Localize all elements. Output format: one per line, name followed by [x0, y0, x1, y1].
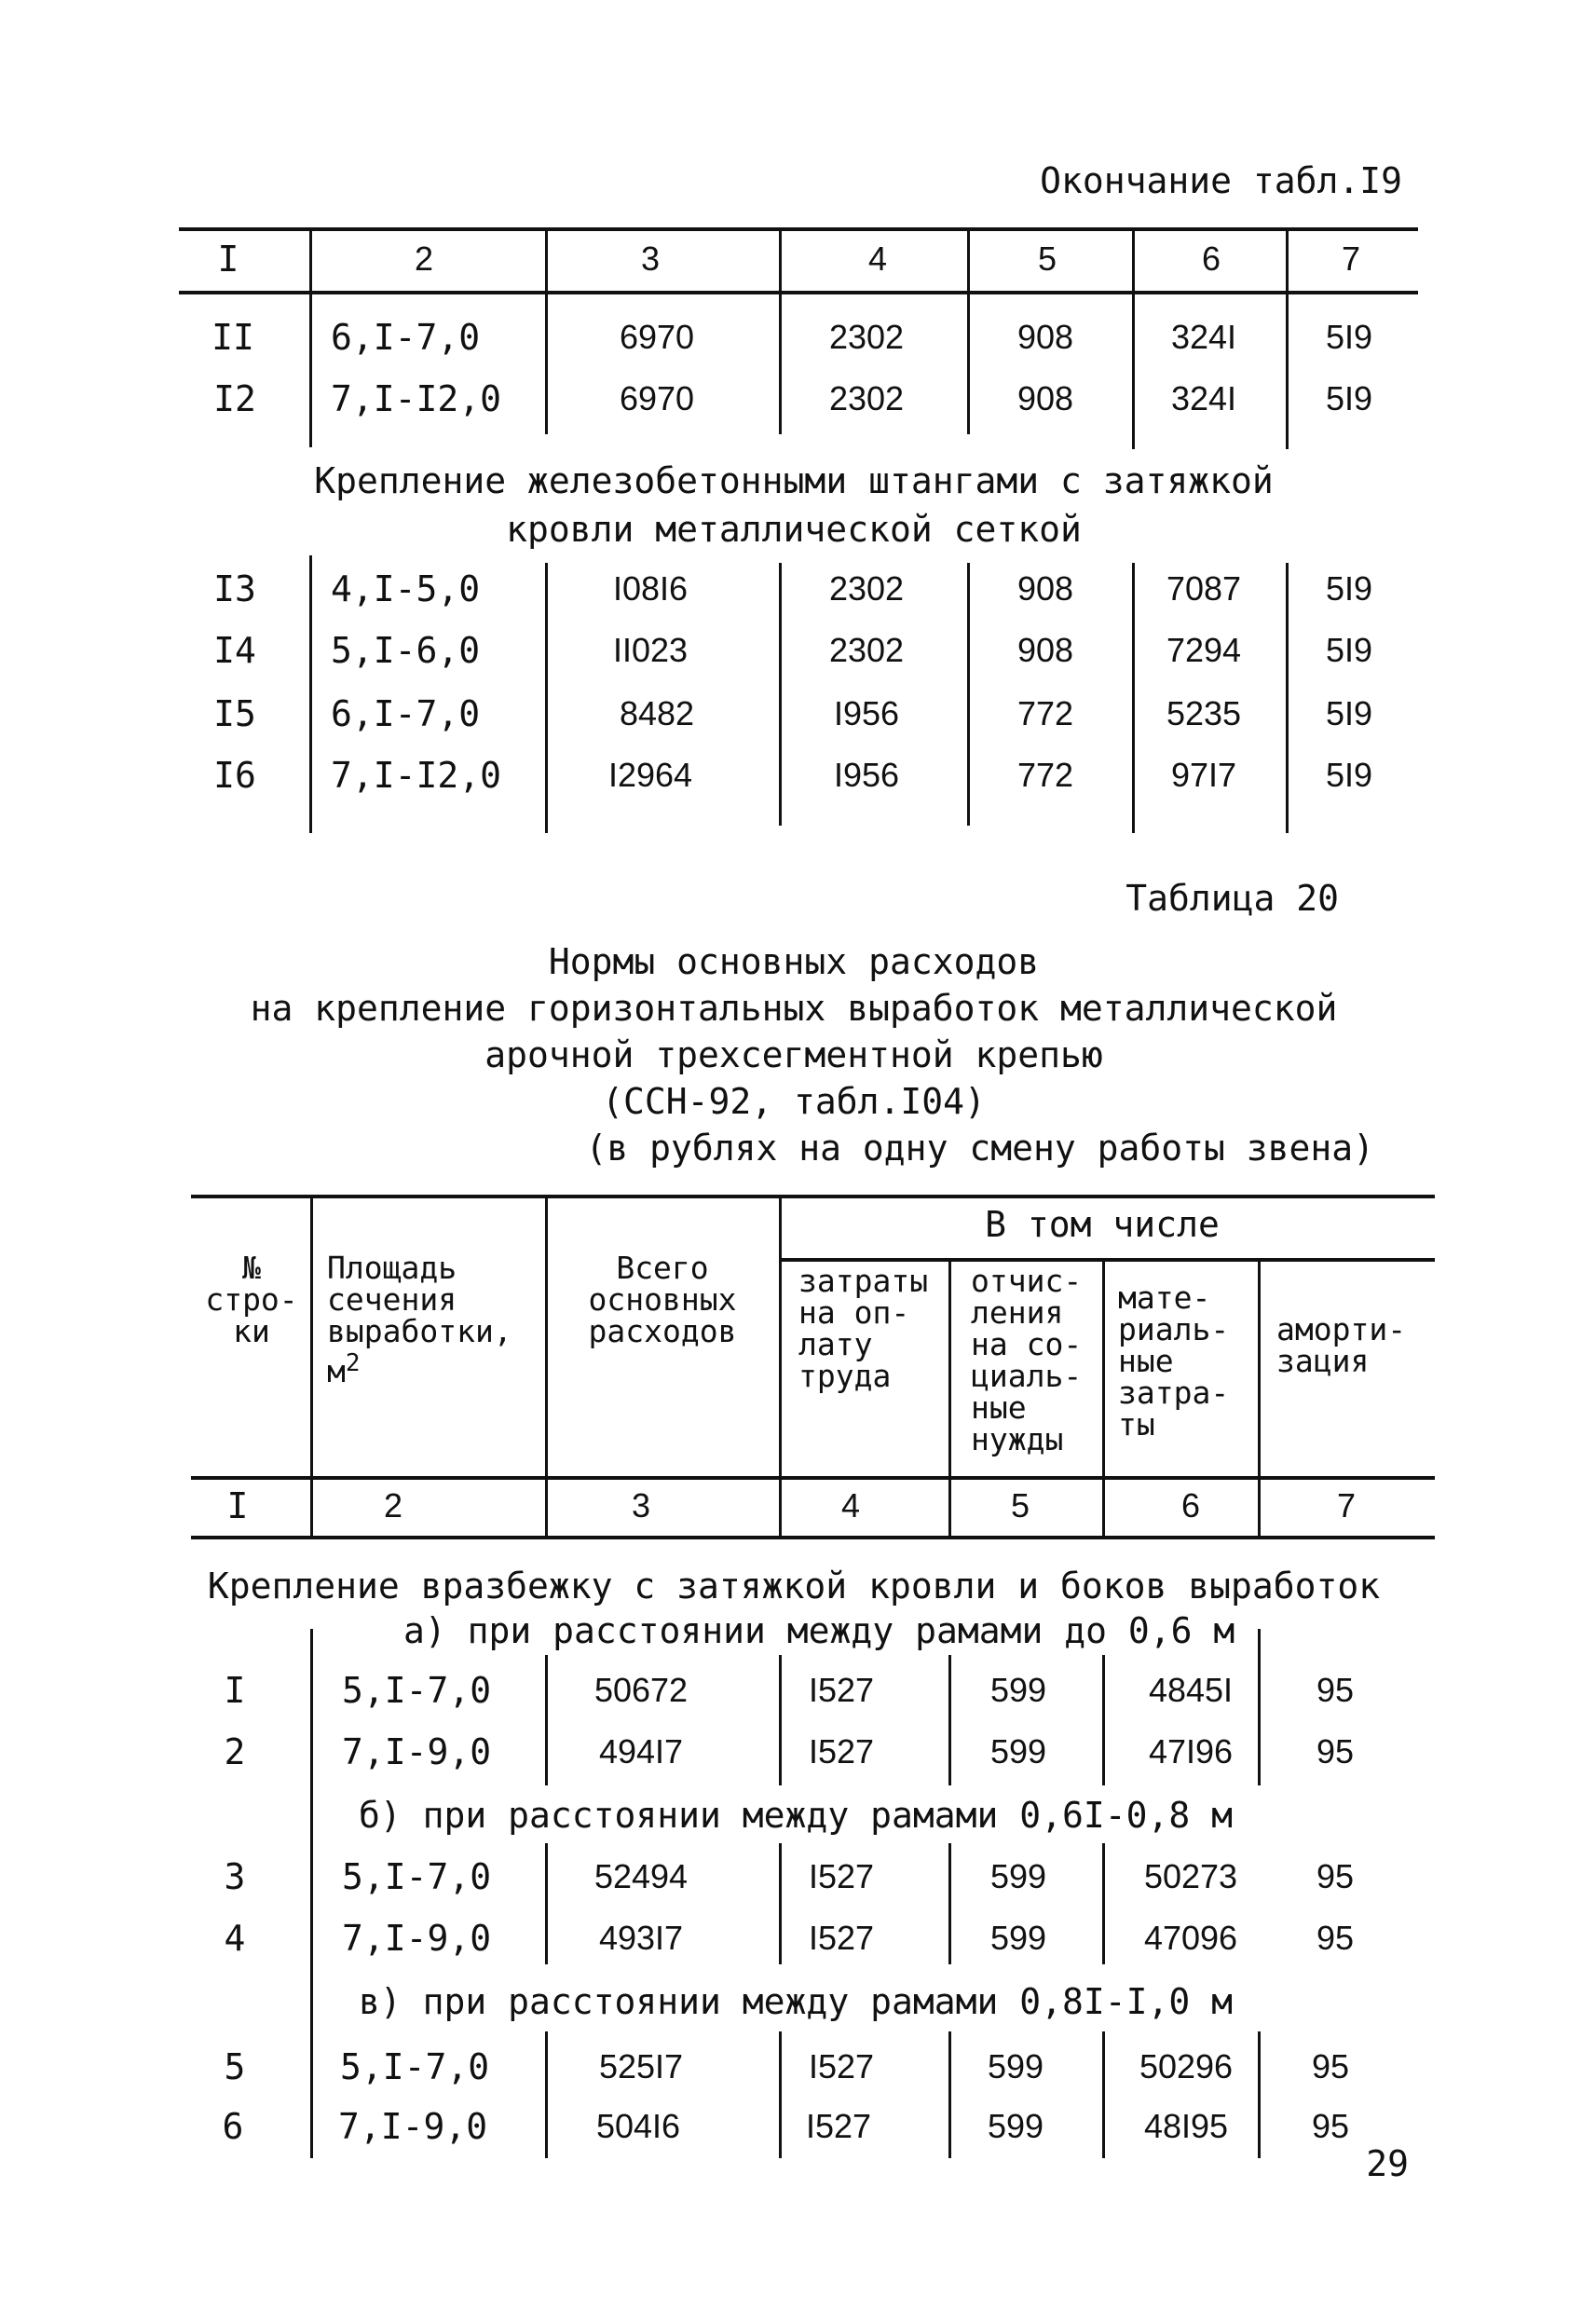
section-range: 7,I-9,0	[338, 2106, 488, 2147]
header-depreciation: аморти- зация	[1276, 1311, 1407, 1379]
t20-header-divider	[1258, 1260, 1261, 1538]
labor-cost: I956	[833, 756, 900, 794]
total-cost: 504I6	[595, 2107, 681, 2145]
t19-body-divider	[1286, 563, 1289, 833]
t19-header-divider	[1132, 227, 1135, 294]
total-cost: II023	[612, 631, 689, 669]
t19-body-divider	[1286, 294, 1289, 449]
material-cost: 5235	[1166, 694, 1242, 732]
t20-body-divider	[779, 1655, 782, 1785]
page-number: 29	[1366, 2143, 1409, 2184]
depreciation: 5I9	[1325, 631, 1373, 669]
depreciation: 95	[1311, 2047, 1350, 2085]
labor-cost: I527	[808, 1857, 875, 1895]
t20-body-divider	[1102, 1655, 1105, 1785]
depreciation: 5I9	[1325, 694, 1373, 732]
t20-body-divider	[779, 2031, 782, 2158]
t20-header-divider	[948, 1260, 951, 1538]
material-cost: 7087	[1166, 569, 1242, 608]
t20-group-rule	[781, 1258, 1435, 1262]
depreciation: 5I9	[1325, 756, 1373, 794]
header-section-area-text: Площадь сечения выработки, м	[327, 1250, 512, 1389]
t19-body-divider	[309, 293, 312, 447]
total-cost: 525I7	[598, 2047, 684, 2085]
t20-header-divider	[545, 1197, 548, 1538]
t19-header-divider	[779, 227, 782, 294]
section-range: 7,I-9,0	[342, 1918, 492, 1959]
row-number: 2	[224, 1731, 246, 1772]
t20-header-divider	[1102, 1260, 1105, 1538]
social-cost: 599	[987, 2107, 1044, 2145]
t19-body-divider	[1132, 563, 1135, 833]
table19-continuation-caption: Окончание табл.I9	[1040, 160, 1402, 201]
t20-body-divider	[779, 1843, 782, 1964]
t19-body-divider	[309, 555, 312, 833]
social-cost: 599	[989, 1671, 1047, 1709]
t20-body-divider	[948, 2031, 951, 2158]
header-material-cost: мате- риаль- ные затра- ты	[1118, 1279, 1230, 1443]
t20-col-number: 4	[840, 1486, 861, 1525]
header-section-area	[327, 1252, 512, 1388]
row-number: 5	[224, 2046, 246, 2087]
labor-cost: I527	[808, 1671, 875, 1709]
total-cost: 50672	[593, 1671, 689, 1709]
labor-cost: I527	[805, 2107, 872, 2145]
material-cost: 50296	[1139, 2047, 1234, 2085]
t19-col-number: 2	[414, 239, 434, 278]
depreciation: 5I9	[1325, 318, 1373, 356]
table20-title-line: арочной трехсегментной крепью	[484, 1034, 1103, 1075]
total-cost: 8482	[619, 694, 695, 732]
total-cost: 6970	[619, 379, 695, 417]
social-cost: 908	[1016, 631, 1074, 669]
row-number: I3	[213, 568, 256, 609]
total-cost: I08I6	[612, 569, 689, 608]
header-social-cost: отчис- ления на со- циаль- ные нужды	[971, 1263, 1083, 1457]
t20-body-divider	[1258, 2031, 1261, 2158]
header-total-cost: Всего основных расходов	[588, 1250, 737, 1349]
t20-section-title: Крепление вразбежку с затяжкой кровли и боков выработок	[207, 1566, 1381, 1607]
total-cost: 494I7	[598, 1732, 684, 1771]
t19-body-divider	[545, 294, 548, 434]
material-cost: 47096	[1143, 1919, 1238, 1957]
material-cost: 50273	[1143, 1857, 1238, 1895]
t19-section-title-2: кровли металлической сеткой	[506, 509, 1082, 550]
t20-body-divider	[1102, 1843, 1105, 1964]
table20-label: Таблица 20	[1125, 878, 1339, 919]
total-cost: 52494	[593, 1857, 689, 1895]
depreciation: 95	[1316, 1919, 1355, 1957]
t20-col-number: I	[226, 1485, 249, 1526]
section-range: 7,I-I2,0	[331, 378, 502, 419]
social-cost: 908	[1016, 379, 1074, 417]
t20-body-divider	[310, 1629, 313, 2158]
t20-subsection-b: б) при расстоянии между рамами 0,6I-0,8 м	[359, 1795, 1233, 1836]
labor-cost: 2302	[828, 631, 905, 669]
row-number: I5	[213, 693, 256, 734]
material-cost: 324I	[1170, 379, 1237, 417]
t19-body-divider	[967, 294, 970, 434]
t20-body-divider	[948, 1843, 951, 1964]
depreciation: 95	[1316, 1732, 1355, 1771]
row-number: 3	[224, 1856, 246, 1897]
material-cost: 97I7	[1170, 756, 1237, 794]
total-cost: 6970	[619, 318, 695, 356]
section-range: 7,I-I2,0	[331, 755, 502, 796]
header-including-group: В том числе	[985, 1204, 1220, 1245]
t19-body-divider	[967, 563, 970, 826]
social-cost: 908	[1016, 318, 1074, 356]
t20-body-divider	[948, 1655, 951, 1785]
labor-cost: 2302	[828, 379, 905, 417]
t19-col-number: 4	[867, 239, 888, 278]
header-superscript: 2	[345, 1349, 361, 1377]
header-labor-cost: затраты на оп- лату труда	[798, 1263, 929, 1394]
t19-header-divider	[1286, 227, 1289, 294]
total-cost: 493I7	[598, 1919, 684, 1957]
t19-body-divider	[545, 563, 548, 833]
section-range: 5,I-6,0	[331, 630, 481, 671]
depreciation: 95	[1316, 1671, 1355, 1709]
t20-header-divider	[310, 1197, 313, 1538]
t19-body-divider	[1132, 294, 1135, 449]
social-cost: 908	[1016, 569, 1074, 608]
material-cost: 48I95	[1143, 2107, 1229, 2145]
labor-cost: 2302	[828, 318, 905, 356]
social-cost: 772	[1016, 756, 1074, 794]
t20-col-number: 6	[1180, 1486, 1201, 1525]
section-range: 5,I-7,0	[340, 2046, 490, 2087]
material-cost: 4845I	[1148, 1671, 1234, 1709]
total-cost: I2964	[607, 756, 693, 794]
social-cost: 599	[989, 1919, 1047, 1957]
social-cost: 599	[989, 1732, 1047, 1771]
social-cost: 599	[987, 2047, 1044, 2085]
t19-col-number: 6	[1201, 239, 1221, 278]
table20-title-line: на крепление горизонтальных выработок металлической	[250, 988, 1338, 1029]
section-range: 5,I-7,0	[342, 1856, 492, 1897]
t20-header-divider	[779, 1197, 782, 1538]
table19-top-rule	[179, 227, 1418, 231]
depreciation: 5I9	[1325, 379, 1373, 417]
t19-header-divider	[967, 227, 970, 294]
row-number: I6	[213, 755, 256, 796]
social-cost: 599	[989, 1857, 1047, 1895]
row-number: 6	[222, 2106, 244, 2147]
t19-section-title: Крепление железобетонными штангами с затяжкой	[314, 460, 1274, 501]
t20-col-number: 5	[1010, 1486, 1030, 1525]
labor-cost: I527	[808, 1919, 875, 1957]
labor-cost: I527	[808, 1732, 875, 1771]
t20-body-divider	[545, 1843, 548, 1964]
labor-cost: 2302	[828, 569, 905, 608]
labor-cost: I527	[808, 2047, 875, 2085]
section-range: 7,I-9,0	[342, 1731, 492, 1772]
t19-col-number: 3	[640, 239, 661, 278]
table20-units: (в рублях на одну смену работы звена)	[585, 1128, 1374, 1169]
material-cost: 7294	[1166, 631, 1242, 669]
table19-header-rule	[179, 291, 1418, 294]
depreciation: 5I9	[1325, 569, 1373, 608]
t20-body-divider	[545, 2031, 548, 2158]
t20-body-divider	[545, 1655, 548, 1785]
t19-body-divider	[779, 563, 782, 826]
t19-header-divider	[545, 227, 548, 294]
t20-col-number: 3	[631, 1486, 651, 1525]
t19-body-divider	[779, 294, 782, 434]
depreciation: 95	[1311, 2107, 1350, 2145]
labor-cost: I956	[833, 694, 900, 732]
t19-col-number: 7	[1341, 239, 1361, 278]
t20-col-number: 7	[1336, 1486, 1357, 1525]
row-number: I	[224, 1670, 246, 1711]
row-number: II	[211, 317, 254, 358]
t20-number-rule	[191, 1536, 1435, 1539]
t20-subsection-a: а) при расстоянии между рамами до 0,6 м	[403, 1610, 1235, 1651]
material-cost: 324I	[1170, 318, 1237, 356]
section-range: 4,I-5,0	[331, 568, 481, 609]
section-range: 5,I-7,0	[342, 1670, 492, 1711]
t19-col-number: I	[217, 239, 239, 280]
row-number: I4	[213, 630, 256, 671]
section-range: 6,I-7,0	[331, 693, 481, 734]
t20-top-rule	[191, 1195, 1435, 1198]
t20-header-rule	[191, 1476, 1435, 1480]
t19-col-number: 5	[1037, 239, 1057, 278]
table20-title-line: (ССН-92, табл.I04)	[602, 1081, 986, 1122]
depreciation: 95	[1316, 1857, 1355, 1895]
material-cost: 47I96	[1148, 1732, 1234, 1771]
t19-header-divider	[309, 227, 312, 294]
section-range: 6,I-7,0	[331, 317, 481, 358]
header-row-number: № стро- ки	[205, 1250, 298, 1349]
t20-body-divider	[1102, 2031, 1105, 2158]
row-number: I2	[213, 378, 256, 419]
social-cost: 772	[1016, 694, 1074, 732]
t20-subsection-c: в) при расстоянии между рамами 0,8I-I,0 м	[359, 1981, 1233, 2022]
t20-body-divider	[1258, 1629, 1261, 1785]
t20-col-number: 2	[383, 1486, 403, 1525]
row-number: 4	[224, 1918, 246, 1959]
table20-title-line: Нормы основных расходов	[548, 941, 1040, 982]
